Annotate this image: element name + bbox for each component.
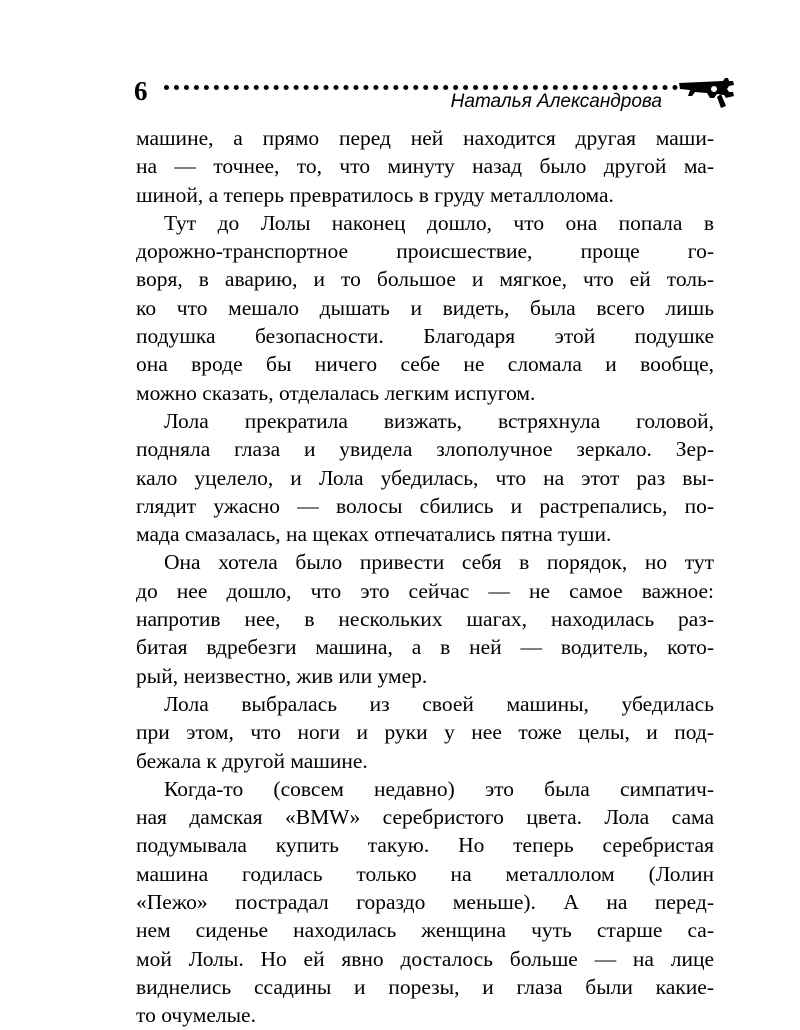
dotted-rule xyxy=(164,85,678,90)
text-line: мой Лолы. Но ей явно досталось больше — на лице xyxy=(136,946,714,971)
text-line: она вроде бы ничего себе не сломала и вообще, xyxy=(136,352,714,377)
text-line: дорожно-транспортное происшествие, проще го- xyxy=(136,239,714,264)
text-line: глядит ужасно — волосы сбились и растрепались, по- xyxy=(136,493,714,518)
text-line: то очумелые. xyxy=(136,1003,256,1028)
text-line: подушка безопасности. Благодаря этой подушке xyxy=(136,324,714,349)
text-line: можно сказать, отделалась легким испугом. xyxy=(136,380,536,405)
text-line: кало уцелело, и Лола убедилась, что на этот раз вы- xyxy=(136,465,714,490)
paragraph xyxy=(136,690,714,775)
text-line: напротив нее, в нескольких шагах, находилась раз- xyxy=(136,607,714,632)
text-line: «Пежо» пострадал гораздо меньше). А на перед- xyxy=(136,890,714,915)
paragraph xyxy=(136,124,714,209)
author-name: Наталья Александрова xyxy=(450,91,662,112)
running-head xyxy=(132,74,732,114)
text-line: Тут до Лолы наконец дошло, что она попала в xyxy=(164,210,714,235)
text-line: ная дамская «BMW» серебристого цвета. Лола сама xyxy=(136,805,714,830)
text-line: ко что мешало дышать и видеть, была всего лишь xyxy=(136,295,714,320)
text-line: рый, неизвестно, жив или умер. xyxy=(136,663,428,688)
text-line: машина годилась только на металлолом (Лолин xyxy=(136,861,714,886)
body-text xyxy=(136,124,714,1030)
text-line: битая вдребезги машина, а в ней — водитель, кото- xyxy=(136,635,714,660)
text-line: нем сиденье находилась женщина чуть старше са- xyxy=(136,918,714,943)
text-line: Лола прекратила визжать, встряхнула головой, xyxy=(164,408,714,433)
text-line: при этом, что ноги и руки у нее тоже целы, и под- xyxy=(136,720,714,745)
text-line: до нее дошло, что это сейчас — не самое важное: xyxy=(136,578,714,603)
text-line: Когда-то (совсем недавно) это была симпатич- xyxy=(164,776,714,801)
paragraph xyxy=(136,209,714,407)
paragraph xyxy=(136,548,714,689)
text-line: бежала к другой машине. xyxy=(136,748,368,773)
text-line: Лола выбралась из своей машины, убедилась xyxy=(164,691,714,716)
text-line: шиной, а теперь превратилось в груду металлолома. xyxy=(136,182,614,207)
text-line: воря, в аварию, и то большое и мягкое, что ей толь- xyxy=(136,267,714,292)
text-line: виднелись ссадины и порезы, и глаза были какие- xyxy=(136,974,714,999)
text-line: машине, а прямо перед ней находится другая маши- xyxy=(136,126,714,150)
text-line: Она хотела было привести себя в порядок, но тут xyxy=(164,550,714,575)
paragraph xyxy=(136,775,714,1030)
text-line: мада смазалась, на щеках отпечатались пятна туши. xyxy=(136,522,612,547)
pistol-icon xyxy=(677,76,737,112)
text-line: подняла глаза и увидела злополучное зеркало. Зер- xyxy=(136,437,714,462)
text-line: на — точнее, то, что минуту назад было другой ма- xyxy=(136,154,714,179)
paragraph xyxy=(136,407,714,548)
page-number: 6 xyxy=(134,76,148,106)
text-line: подумывала купить такую. Но теперь серебристая xyxy=(136,833,714,858)
